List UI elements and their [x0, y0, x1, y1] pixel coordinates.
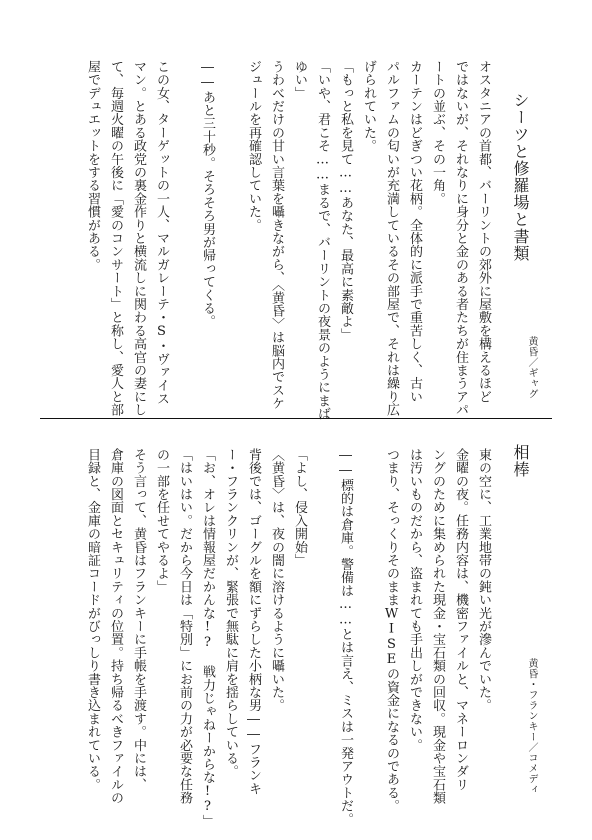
text-line: 金曜の夜。任務内容は、機密ファイルと、マネーロンダリ	[453, 448, 468, 792]
text-line: ジュールを再確認していた。	[246, 60, 261, 232]
text-line: 東の空に、工業地帯の鈍い光が滲んでいた。	[476, 448, 491, 712]
story1-title: シーツと修羅場と書類	[511, 92, 530, 262]
text-line: 「いや、君こそ……まるで、バーリントの夜景のようにまば	[315, 60, 330, 421]
story1-body	[81, 60, 495, 421]
text-line: オスタニアの首都、バーリントの郊外に屋敷を構えるほど	[476, 60, 491, 404]
text-line: ではないが、それなりに身分と金のある者たちが住まうアパ	[453, 60, 468, 417]
text-line: は汚いものだから、盗まれても手出しができない。	[407, 448, 422, 752]
story2-genre-tag: 黄昏・フランキー／コメディ	[526, 658, 537, 795]
text-line: うわべだけの甘い言葉を囁きながら、〈黄昏〉は脳内でスケ	[269, 60, 284, 410]
text-line: カーテンはどぎつい花柄。全体的に派手で重苦しく、古い	[407, 60, 422, 404]
text-line: 「はいはい。だから今日は「特別」にお前の力が必要な任務	[177, 448, 192, 805]
text-line: 倉庫の図面とセキュリティの位置。持ち帰るべきファイルの	[108, 448, 123, 805]
text-line: 目録と、金庫の暗証コードがびっしり書き込まれている。	[85, 448, 100, 792]
text-line: ゆい」	[292, 60, 307, 100]
text-line: そう言って、黄昏はフランキーに手帳を手渡す。中には、	[131, 448, 146, 792]
text-line: ートの並ぶ、その一角。	[430, 60, 445, 206]
text-line: ー・フランクリンが、緊張で無駄に肩を揺らしている。	[223, 448, 238, 778]
text-line	[311, 448, 334, 788]
text-line: パルファムの匂いが充満しているその部屋で、それは繰り広	[384, 60, 399, 417]
text-line	[219, 60, 242, 380]
text-line: 屋でデュエットをする習慣がある。	[85, 60, 100, 272]
text-line: げられていた。	[361, 60, 376, 153]
text-line: て、毎週火曜の午後に「愛のコンサート」と称し、愛人と部	[108, 60, 123, 417]
story2-body	[81, 448, 495, 828]
text-line: の一部を任せてやるよ」	[154, 448, 169, 594]
text-line: 〈黄昏〉は、夜の闇に溶けるように囁いた。	[269, 448, 284, 712]
text-line: 「よし、侵入開始」	[292, 448, 307, 567]
story2-title: 相棒	[511, 444, 530, 478]
text-line: 背後では、ゴーグルを額にずらした小柄な男――フランキ	[246, 448, 261, 796]
text-line: ――標的は倉庫。警備は……とは言え、ミスは一発アウトだ。	[338, 448, 353, 826]
text-line: この女、ターゲットの一人、マルガレーテ・S・ヴァイス	[154, 60, 169, 406]
text-line: マン。とある政党の裏金作りと横流しに関わる高官の妻にし	[131, 60, 146, 417]
text-line: ――あと三十秒。そろそろ男が帰ってくる。	[200, 60, 215, 328]
text-line: 「もっと私を見て……あなた、最高に素敵よ」	[338, 60, 353, 342]
text-line	[357, 448, 380, 788]
text-line	[173, 60, 196, 380]
text-line: 「お、オレは情報屋だかんな!? 戦力じゃねーからな!?」	[200, 448, 215, 828]
section-divider	[40, 418, 552, 419]
text-line: つまり、そっくりそのままWISEの資金になるのである。	[384, 448, 399, 813]
text-line: ングのために集められた現金・宝石類の回収。現金や宝石類	[430, 448, 445, 805]
story1-genre-tag: 黄昏／ギャグ	[526, 336, 537, 399]
